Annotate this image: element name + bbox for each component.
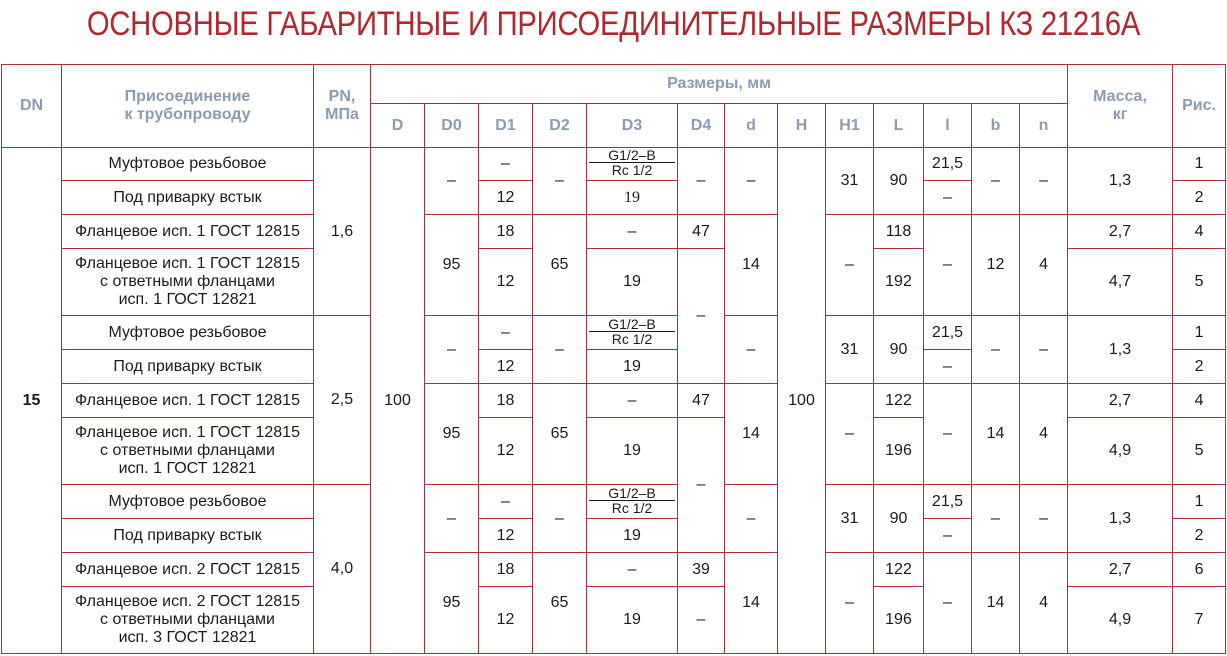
table-cell: –	[972, 316, 1020, 384]
d-value: 100	[371, 148, 425, 654]
table-cell: 12	[479, 181, 533, 215]
table-cell: –	[924, 553, 972, 654]
header-mass-line1: Масса,	[1093, 88, 1147, 105]
table-cell: 19	[587, 181, 678, 215]
connection-line: Фланцевое исп. 1 ГОСТ 12815	[75, 424, 300, 441]
table-cell: 19	[587, 249, 678, 316]
table-cell: –	[479, 148, 533, 181]
table-cell: 4	[1020, 384, 1068, 485]
table-cell: 12	[479, 519, 533, 553]
table-cell: 31	[826, 148, 874, 215]
col-header-D: D	[371, 104, 425, 148]
connection-cell	[62, 418, 314, 485]
table-cell: 1,3	[1068, 316, 1173, 384]
table-cell: –	[924, 350, 972, 384]
table-cell: –	[826, 215, 874, 316]
table-cell: 122	[874, 553, 924, 587]
table-cell: 12	[479, 418, 533, 485]
table-cell: 1	[1173, 316, 1226, 350]
table-row	[2, 316, 1226, 350]
table-cell: 122	[874, 384, 924, 418]
table-cell: 196	[874, 418, 924, 485]
pn-value: 2,5	[314, 316, 371, 485]
connection-cell	[62, 249, 314, 316]
connection-cell: Фланцевое исп. 1 ГОСТ 12815	[62, 384, 314, 418]
header-mass-line2: кг	[1112, 106, 1128, 123]
table-cell: –	[725, 316, 778, 384]
d3-thread-cell	[587, 316, 678, 350]
table-cell: –	[425, 485, 479, 553]
table-cell: 118	[874, 215, 924, 249]
table-cell: 4,9	[1068, 418, 1173, 485]
connection-cell: Фланцевое исп. 2 ГОСТ 12815	[62, 553, 314, 587]
table-cell: –	[533, 316, 587, 384]
table-cell: 18	[479, 384, 533, 418]
table-cell: –	[725, 485, 778, 553]
table-cell: 21,5	[924, 316, 972, 350]
table-cell: –	[972, 148, 1020, 215]
table-row	[2, 553, 1226, 587]
table-cell: 90	[874, 148, 924, 215]
table-cell: 95	[425, 215, 479, 316]
dn-value: 15	[2, 148, 62, 654]
table-cell: 2	[1173, 181, 1226, 215]
table-cell: –	[533, 148, 587, 215]
table-row	[2, 215, 1226, 249]
col-header-H1: H1	[826, 104, 874, 148]
table-row	[2, 148, 1226, 181]
col-header-D1: D1	[479, 104, 533, 148]
connection-cell: Под приварку встык	[62, 181, 314, 215]
connection-cell: Фланцевое исп. 1 ГОСТ 12815	[62, 215, 314, 249]
table-cell: 90	[874, 316, 924, 384]
table-cell: 14	[972, 384, 1020, 485]
table-cell: –	[425, 316, 479, 384]
connection-line: с ответными фланцами	[100, 442, 275, 459]
table-cell: –	[587, 553, 678, 587]
connection-cell: Под приварку встык	[62, 519, 314, 553]
col-header-D0: D0	[425, 104, 479, 148]
col-header-L: L	[874, 104, 924, 148]
table-cell: 4,9	[1068, 587, 1173, 654]
d3-thread-bottom: Rc 1/2	[611, 330, 653, 347]
d3-thread-top: G1/2–В	[589, 148, 675, 163]
table-cell: –	[1020, 485, 1068, 553]
table-cell: 90	[874, 485, 924, 553]
table-cell: 4	[1173, 384, 1226, 418]
connection-cell: Муфтовое резьбовое	[62, 316, 314, 350]
table-cell: 65	[533, 384, 587, 485]
table-cell: 12	[479, 350, 533, 384]
header-pn-line1: PN,	[328, 88, 356, 105]
table-cell: 65	[533, 215, 587, 316]
col-header-D3: D3	[587, 104, 678, 148]
table-cell: 4,7	[1068, 249, 1173, 316]
table-cell: –	[479, 316, 533, 350]
pn-value: 1,6	[314, 148, 371, 316]
table-cell: 19	[587, 519, 678, 553]
col-header-d: d	[725, 104, 778, 148]
table-cell: 31	[826, 485, 874, 553]
table-cell: 5	[1173, 418, 1226, 485]
page-title: ОСНОВНЫЕ ГАБАРИТНЫЕ И ПРИСОЕДИНИТЕЛЬНЫЕ РАЗМЕРЫ КЗ 21216А	[86, 5, 1141, 43]
table-cell: 196	[874, 587, 924, 654]
table-cell: 2,7	[1068, 215, 1173, 249]
table-cell: 4	[1020, 215, 1068, 316]
table-cell: 47	[678, 384, 725, 418]
connection-line: Фланцевое исп. 1 ГОСТ 12815	[75, 255, 300, 272]
table-cell: –	[924, 181, 972, 215]
table-cell: 95	[425, 384, 479, 485]
header-connection	[62, 65, 314, 148]
connection-cell: Муфтовое резьбовое	[62, 485, 314, 519]
table-cell: 18	[479, 215, 533, 249]
table-cell: 39	[678, 553, 725, 587]
table-cell: –	[826, 384, 874, 485]
header-pn	[314, 65, 371, 148]
header-sizes: Размеры, мм	[371, 65, 1068, 104]
connection-line: Фланцевое исп. 2 ГОСТ 12815	[75, 593, 300, 610]
table-cell: 12	[479, 587, 533, 654]
table-cell: –	[924, 215, 972, 316]
header-connection-line2: к трубопроводу	[124, 106, 251, 123]
table-cell: –	[678, 587, 725, 654]
table-cell: –	[479, 485, 533, 519]
table-cell: –	[826, 553, 874, 654]
connection-line: исп. 3 ГОСТ 12821	[118, 629, 257, 646]
table-cell: –	[678, 418, 725, 553]
connection-cell: Муфтовое резьбовое	[62, 148, 314, 181]
header-pn-line2: МПа	[325, 106, 359, 123]
header-mass	[1068, 65, 1173, 148]
table-cell: 12	[972, 215, 1020, 316]
table-cell: 1,3	[1068, 485, 1173, 553]
connection-cell: Под приварку встык	[62, 350, 314, 384]
table-cell: 47	[678, 215, 725, 249]
table-cell: –	[587, 215, 678, 249]
connection-line: с ответными фланцами	[100, 611, 275, 628]
table-cell: 21,5	[924, 148, 972, 181]
table-cell: 7	[1173, 587, 1226, 654]
table-cell: –	[678, 249, 725, 384]
col-header-l: l	[924, 104, 972, 148]
table-cell: 4	[1020, 553, 1068, 654]
dimensions-table	[1, 64, 1226, 654]
pn-value: 4,0	[314, 485, 371, 654]
col-header-D2: D2	[533, 104, 587, 148]
table-cell: –	[587, 384, 678, 418]
table-cell: 12	[479, 249, 533, 316]
h-value: 100	[778, 148, 826, 654]
header-fig: Рис.	[1173, 65, 1226, 148]
table-cell: –	[678, 148, 725, 215]
table-cell: 2,7	[1068, 553, 1173, 587]
table-row	[2, 485, 1226, 519]
table-cell: 19	[587, 587, 678, 654]
table-cell: –	[924, 519, 972, 553]
connection-line: исп. 1 ГОСТ 12821	[118, 460, 257, 477]
header-dn: DN	[2, 65, 62, 148]
table-cell: 2,7	[1068, 384, 1173, 418]
col-header-b: b	[972, 104, 1020, 148]
table-cell: 18	[479, 553, 533, 587]
table-cell: –	[1020, 148, 1068, 215]
table-cell: –	[425, 148, 479, 215]
table-cell: –	[924, 384, 972, 485]
table-cell: 192	[874, 249, 924, 316]
d3-thread-top: G1/2–В	[589, 486, 675, 501]
table-cell: 14	[725, 384, 778, 485]
table-cell: 1	[1173, 485, 1226, 519]
table-cell: 65	[533, 553, 587, 654]
d3-thread-top: G1/2–В	[589, 317, 675, 332]
table-cell: 19	[587, 350, 678, 384]
table-cell: 31	[826, 316, 874, 384]
connection-line: с ответными фланцами	[100, 273, 275, 290]
connection-line: исп. 1 ГОСТ 12821	[118, 291, 257, 308]
table-cell: 2	[1173, 350, 1226, 384]
table-cell: –	[972, 485, 1020, 553]
table-cell: 1	[1173, 148, 1226, 181]
table-cell: 4	[1173, 215, 1226, 249]
table-cell: 1,3	[1068, 148, 1173, 215]
d3-thread-cell	[587, 148, 678, 181]
table-cell: –	[533, 485, 587, 553]
col-header-n: n	[1020, 104, 1068, 148]
connection-cell	[62, 587, 314, 654]
col-header-D4: D4	[678, 104, 725, 148]
d3-thread-bottom: Rc 1/2	[611, 499, 653, 516]
table-cell: 2	[1173, 519, 1226, 553]
table-cell: 95	[425, 553, 479, 654]
table-cell: 14	[725, 215, 778, 316]
table-cell: –	[725, 148, 778, 215]
table-row	[2, 384, 1226, 418]
table-cell: 14	[972, 553, 1020, 654]
header-connection-line1: Присоединение	[124, 88, 251, 105]
col-header-H: H	[778, 104, 826, 148]
d3-thread-bottom: Rc 1/2	[611, 162, 653, 178]
table-cell: 19	[587, 418, 678, 485]
table-cell: 14	[725, 553, 778, 654]
table-cell: 6	[1173, 553, 1226, 587]
d3-thread-cell	[587, 485, 678, 519]
table-cell: 5	[1173, 249, 1226, 316]
table-cell: 21,5	[924, 485, 972, 519]
table-cell: –	[1020, 316, 1068, 384]
